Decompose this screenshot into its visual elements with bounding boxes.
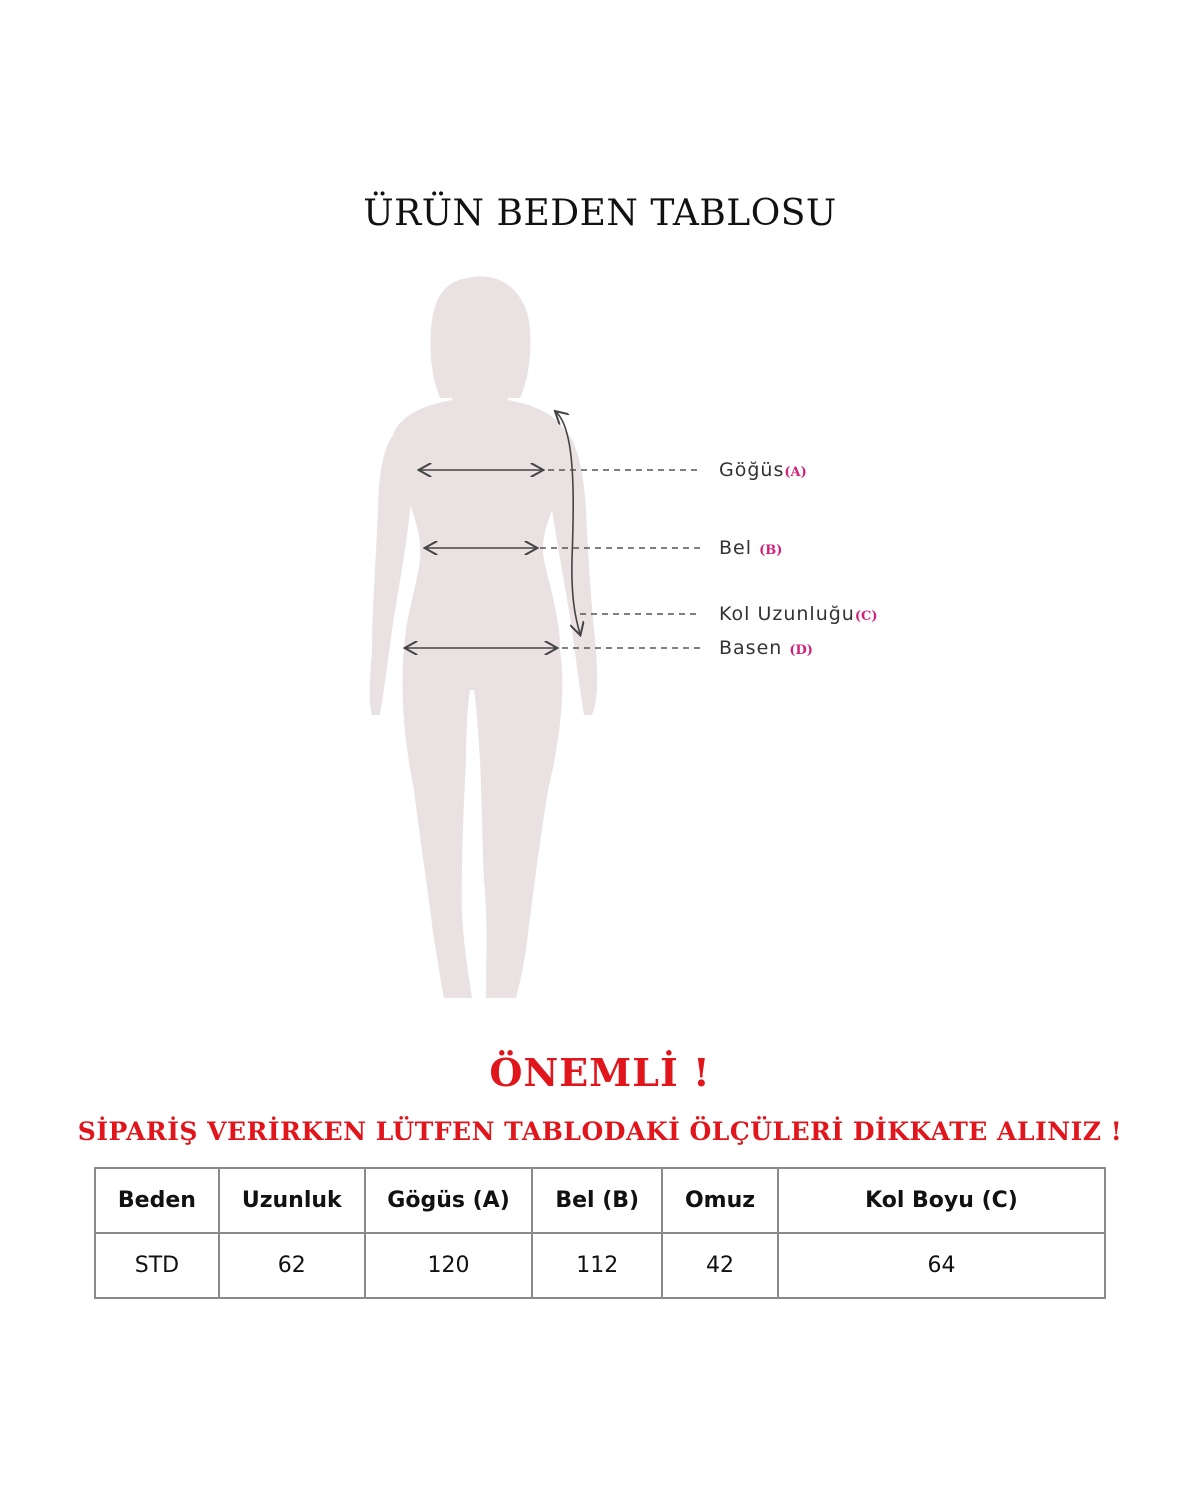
- column-header-size: Beden: [95, 1168, 219, 1233]
- measurement-code: (D): [789, 643, 813, 658]
- measurement-name: Bel: [719, 537, 753, 559]
- measurement-label-chest: [719, 459, 807, 481]
- column-header-length: Uzunluk: [219, 1168, 365, 1233]
- table-cell-size: STD: [95, 1233, 219, 1298]
- measurement-name: Göğüs: [719, 459, 785, 481]
- column-header-sleeve: Kol Boyu (C): [778, 1168, 1105, 1233]
- measurement-label-waist: [719, 537, 782, 559]
- table-cell-chest: 120: [365, 1233, 533, 1298]
- table-cell-waist: 112: [532, 1233, 662, 1298]
- measurement-label-sleeve: [719, 603, 878, 625]
- important-heading: ÖNEMLİ !: [489, 1050, 711, 1095]
- column-header-chest: Gögüs (A): [365, 1168, 533, 1233]
- column-header-waist: Bel (B): [532, 1168, 662, 1233]
- silhouette: [370, 276, 598, 998]
- page-title: ÜRÜN BEDEN TABLOSU: [363, 193, 837, 234]
- measurement-code: (A): [784, 465, 807, 480]
- table-cell-sleeve: 64: [778, 1233, 1105, 1298]
- table-cell-length: 62: [219, 1233, 365, 1298]
- size-table: [94, 1167, 1106, 1299]
- measurement-code: (C): [854, 609, 878, 624]
- table-cell-shoulder: 42: [662, 1233, 778, 1298]
- measurement-name: Basen: [719, 637, 783, 659]
- measurement-code: (B): [759, 543, 783, 558]
- column-header-shoulder: Omuz: [662, 1168, 778, 1233]
- important-notice: SİPARİŞ VERİRKEN LÜTFEN TABLODAKİ ÖLÇÜLERİ DİKKATE ALINIZ !: [77, 1117, 1123, 1146]
- table-row: [95, 1233, 1105, 1298]
- measurement-name: Kol Uzunluğu: [719, 603, 855, 625]
- measurement-label-hip: [719, 637, 813, 659]
- table-header-row: [95, 1168, 1105, 1233]
